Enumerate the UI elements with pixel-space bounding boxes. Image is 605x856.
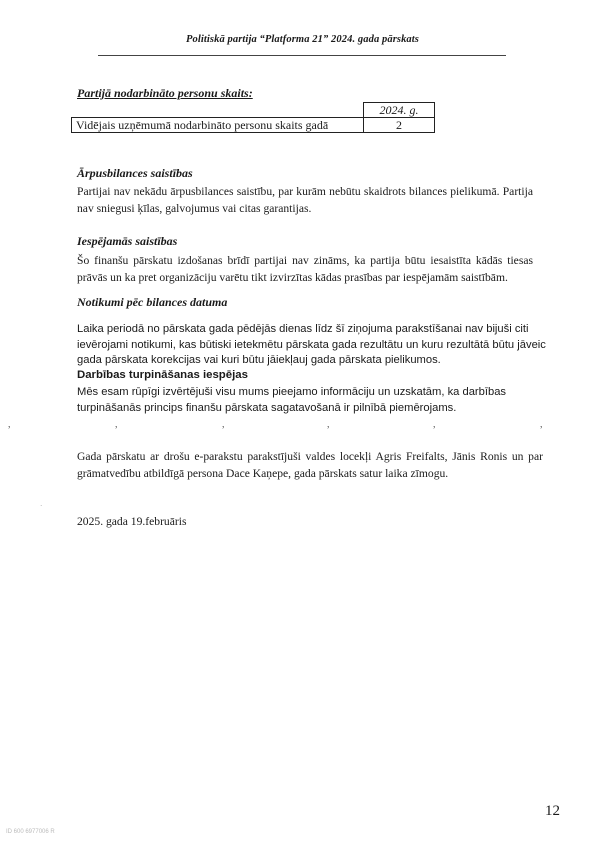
going-concern-text: Mēs esam rūpīgi izvērtējuši visu mums pieejamo informāciju un uzskatām, ka darbības turpināšanās princips finanšu pārskata sagatavošanā ir pilnībā piemērojams. bbox=[77, 386, 507, 414]
scan-tick-mark: , bbox=[8, 419, 11, 430]
document-date: 2025. gada 19.februāris bbox=[77, 515, 187, 528]
table-header-row bbox=[72, 103, 435, 118]
document-header-title: Politiskā partija “Platforma 21” 2024. gada pārskats bbox=[185, 34, 419, 45]
contingent-text: Šo finanšu pārskatu izdošanas brīdī partijai nav zināms, ka partija būtu iesaistīta kādās tiesas prāvās un ka pret organizāciju varētu tikt izvirzītas kādas prasības par iespējamām saistībām. bbox=[77, 254, 533, 284]
staff-count-heading: Partijā nodarbināto personu skaits: bbox=[77, 86, 253, 100]
table-year-header: 2024. g. bbox=[364, 103, 435, 118]
staff-count-table bbox=[71, 102, 435, 133]
going-concern-heading: Darbības turpināšanas iespējas bbox=[77, 369, 248, 381]
page-number: 12 bbox=[545, 803, 560, 819]
scan-dot: · bbox=[40, 502, 43, 510]
scan-tick-mark: , bbox=[433, 419, 436, 430]
scan-tick-mark: , bbox=[327, 419, 330, 430]
signature-text: Gada pārskatu ar drošu e-parakstu parakstījuši valdes locekļi Agris Freifalts, Jānis Ronis un par grāmatvedību atbildīgā persona Dace Kaņepe, gada pārskats satur laika zīmogu. bbox=[77, 450, 543, 480]
table-row bbox=[72, 118, 435, 133]
scan-tick-mark: , bbox=[222, 419, 225, 430]
off-balance-heading: Ārpusbilances saistības bbox=[77, 166, 193, 180]
table-row-value: 2 bbox=[364, 118, 435, 133]
scan-tick-mark: , bbox=[540, 419, 543, 430]
table-empty-corner bbox=[72, 103, 364, 118]
table-row-label: Vidējais uzņēmumā nodarbināto personu skaits gadā bbox=[72, 118, 364, 133]
off-balance-text: Partijai nav nekādu ārpusbilances saistību, par kurām nebūtu skaidrots bilances pielikumā. Partija nav sniegusi ķīlas, galvojumus vai citas garantijas. bbox=[77, 185, 533, 215]
scan-tick-mark: , bbox=[115, 419, 118, 430]
events-after-heading: Notikumi pēc bilances datuma bbox=[77, 295, 228, 309]
footer-stamp: ID 600 6977006 R bbox=[6, 829, 55, 835]
contingent-heading: Iespējamās saistības bbox=[77, 234, 178, 248]
events-after-text: Laika periodā no pārskata gada pēdējās dienas līdz šī ziņojuma parakstīšanai nav bijuši citi ievērojami notikumi, kas būtiski ietekmētu pārskata gada rezultātu un kuru rezultātā būtu jāveic gada pārskata korekcijas vai kuri būtu jāiekļauj gada pārskata pielikumos. bbox=[77, 323, 546, 366]
header-divider bbox=[98, 55, 506, 56]
